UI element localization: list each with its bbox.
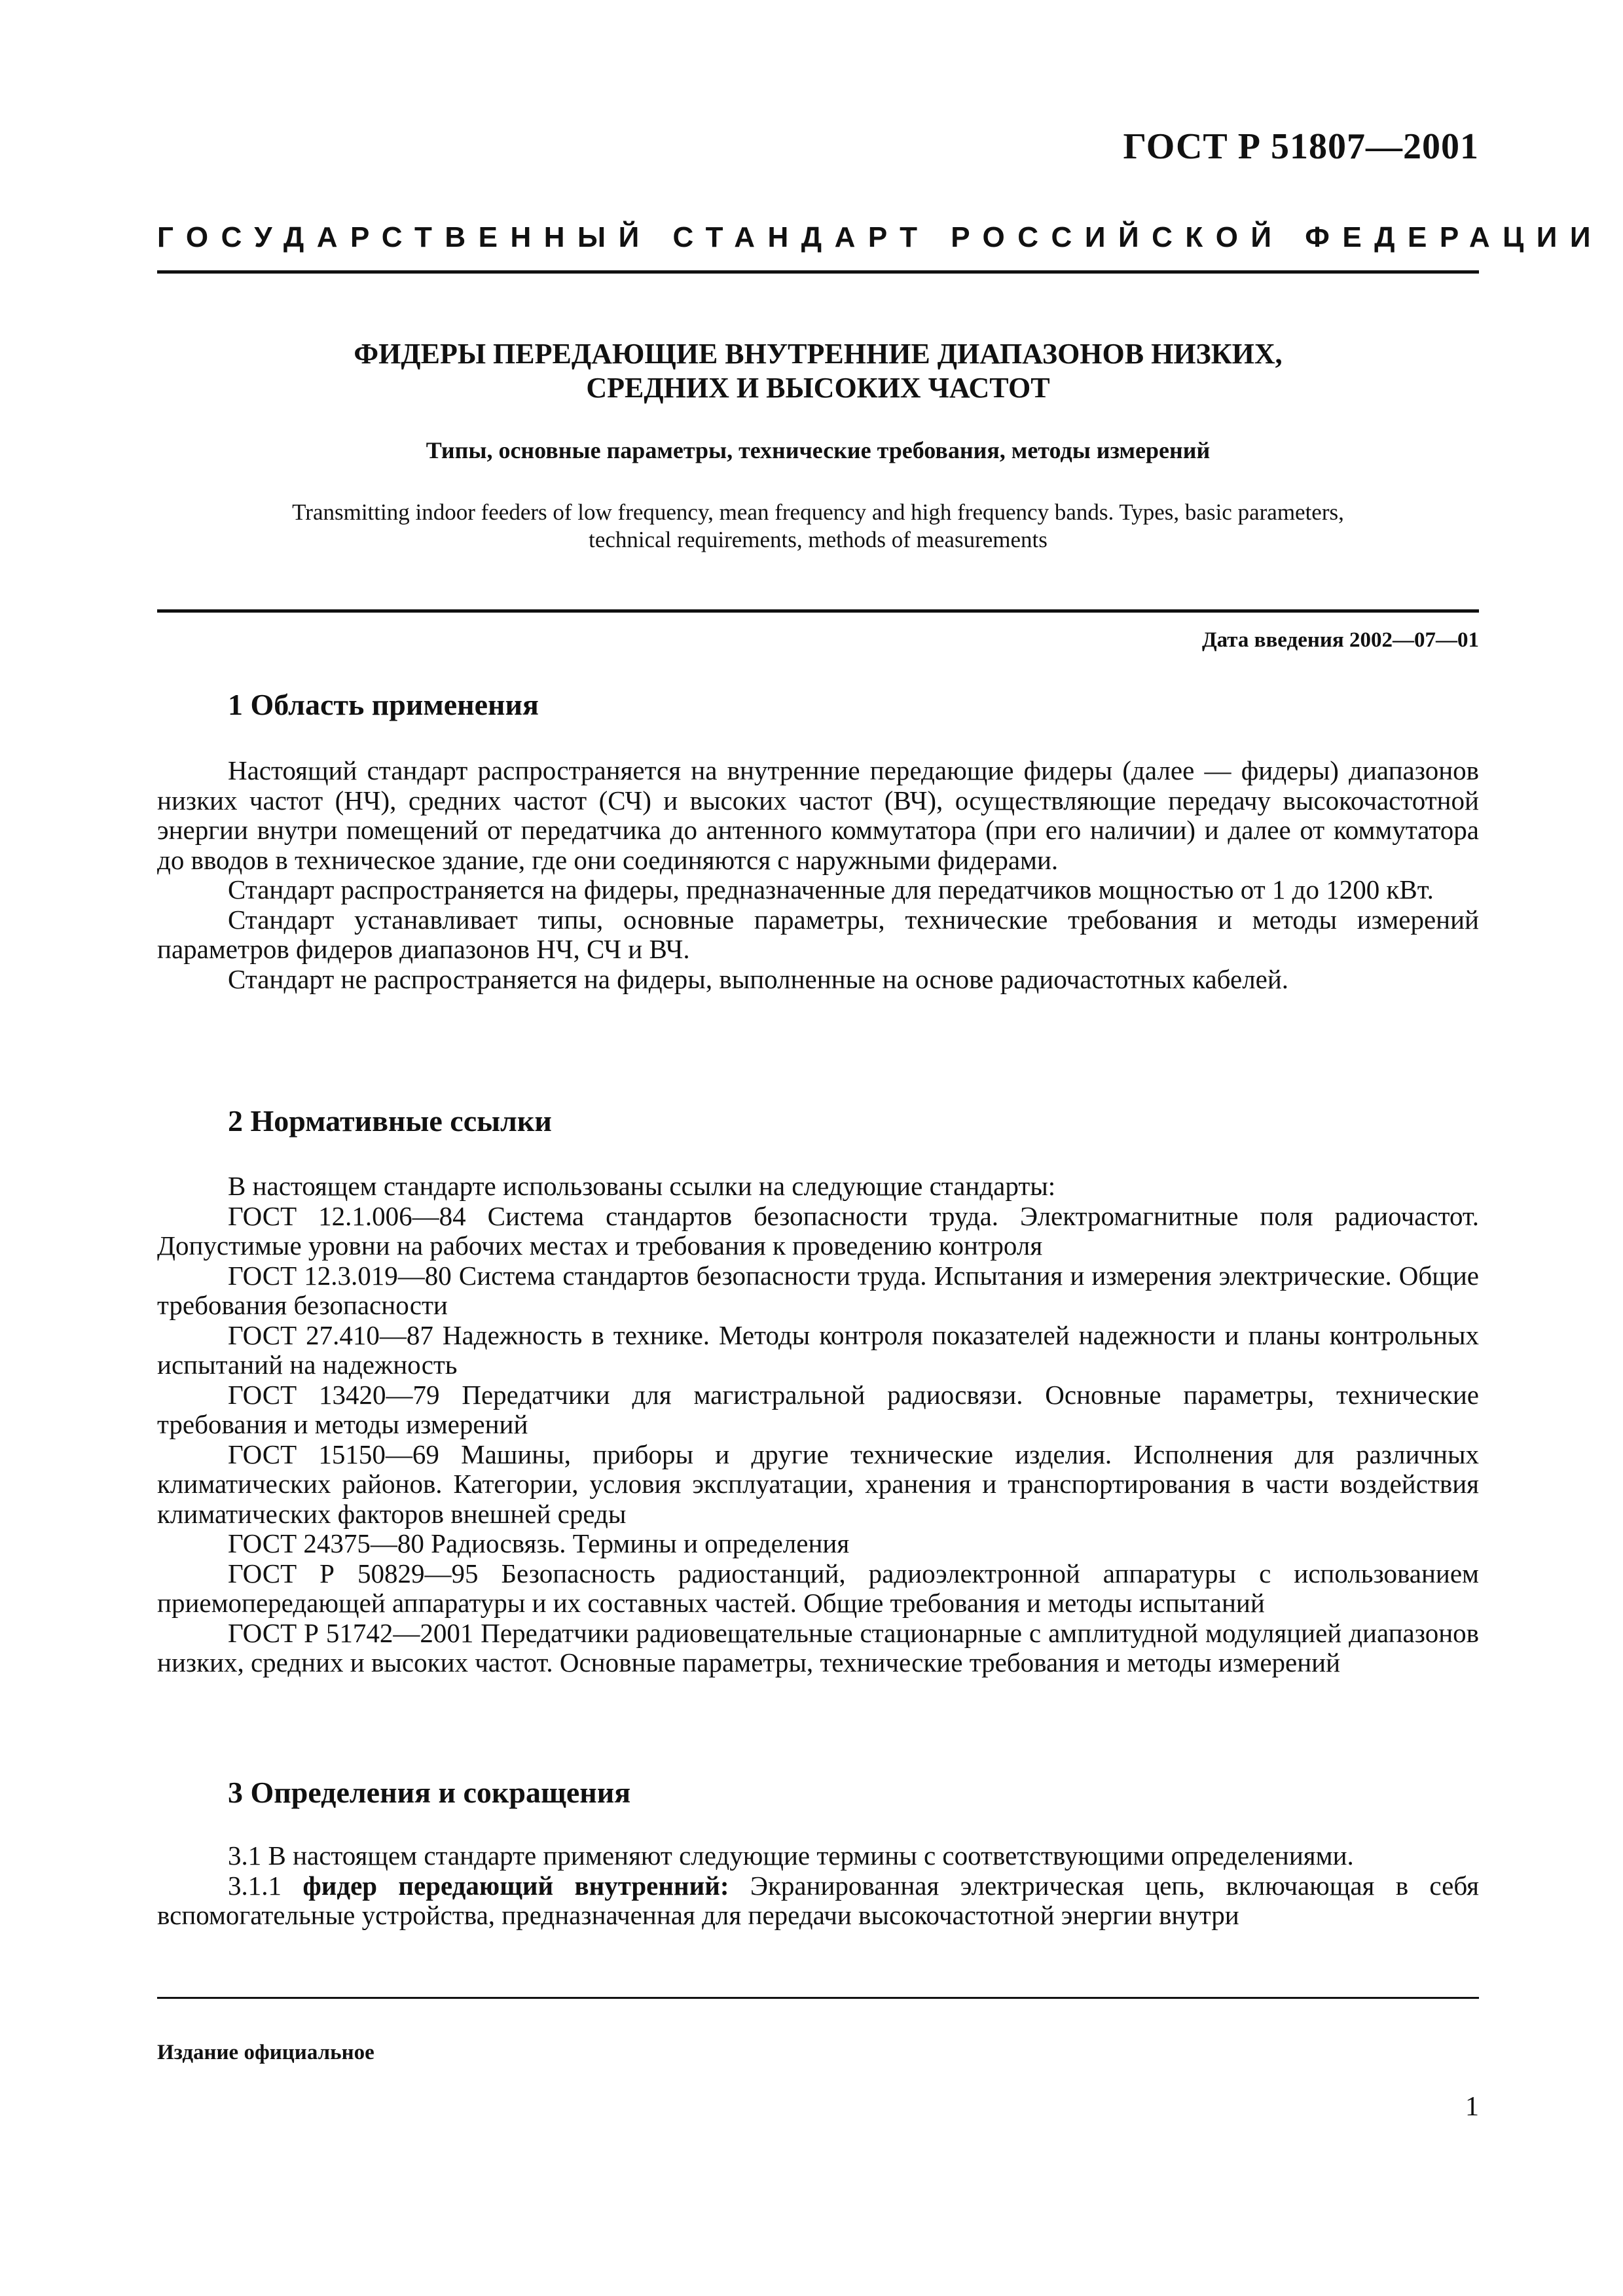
reference-item: ГОСТ Р 50829—95 Безопасность радиостанций, радиоэлектронной аппаратуры с использованием приемопередающей аппаратуры и их составных частей. Общие требования и методы испытаний bbox=[157, 1558, 1479, 1618]
document-subtitle: Типы, основные параметры, технические требования, методы измерений bbox=[426, 437, 1211, 463]
title-rule bbox=[157, 609, 1479, 613]
title-line-2: СРЕДНИХ И ВЫСОКИХ ЧАСТОТ bbox=[586, 372, 1050, 404]
reference-item: ГОСТ 15150—69 Машины, приборы и другие технические изделия. Исполнения для различных климатических районов. Категории, условия эксплуатации, хранения и транспортирования в части воздействия климатических факторов внешней среды bbox=[157, 1439, 1479, 1529]
title-line-1: ФИДЕРЫ ПЕРЕДАЮЩИЕ ВНУТРЕННИЕ ДИАПАЗОНОВ НИЗКИХ, bbox=[354, 338, 1283, 370]
reference-item: ГОСТ 24375—80 Радиосвязь. Термины и определения bbox=[228, 1528, 850, 1558]
paragraph: Стандарт не распространяется на фидеры, выполненные на основе радиочастотных кабелей. bbox=[228, 963, 1289, 994]
english-title bbox=[157, 499, 1479, 554]
paragraph: Стандарт устанавливает типы, основные параметры, технические требования и методы измерений параметров фидеров диапазонов НЧ, СЧ и ВЧ. bbox=[157, 904, 1479, 964]
footer-rule bbox=[157, 1997, 1479, 1999]
definition-number: 3.1.1 bbox=[228, 1870, 282, 1901]
section-2-body bbox=[157, 1172, 1479, 1678]
state-standard-banner: ГОСУДАРСТВЕННЫЙ СТАНДАРТ РОССИЙСКОЙ ФЕДЕРАЦИИ bbox=[157, 221, 1604, 253]
definition-term: фидер передающий внутренний: bbox=[302, 1870, 729, 1901]
paragraph: Настоящий стандарт распространяется на внутренние передающие фидеры (далее — фидеры) диапазонов низких частот (НЧ), средних частот (СЧ) и высоких частот (ВЧ), осуществляющие передачу высокочастотной энергии внутри помещений от передатчика до антенного коммутатора (при его наличии) и далее от коммутатора до вводов в техническое здание, где они соединяются с наружными фидерами. bbox=[157, 755, 1479, 875]
paragraph: В настоящем стандарте использованы ссылки на следующие стандарты: bbox=[228, 1171, 1056, 1201]
reference-item: ГОСТ 13420—79 Передатчики для магистральной радиосвязи. Основные параметры, технические требования и методы измерений bbox=[157, 1379, 1479, 1439]
english-title-line-2: technical requirements, methods of measurements bbox=[589, 527, 1048, 552]
edition-label: Издание официальное bbox=[157, 2041, 374, 2064]
section-1-body bbox=[157, 756, 1479, 994]
reference-item: ГОСТ 27.410—87 Надежность в технике. Методы контроля показателей надежности и планы контрольных испытаний на надежность bbox=[157, 1319, 1479, 1380]
paragraph: Стандарт распространяется на фидеры, предназначенные для передатчиков мощностью от 1 до 1200 кВт. bbox=[228, 874, 1434, 905]
section-2-heading: 2 Нормативные ссылки bbox=[228, 1104, 552, 1138]
reference-item: ГОСТ Р 51742—2001 Передатчики радиовещательные стационарные с амплитудной модуляцией диапазонов низких, средних и высоких частот. Основные параметры, технические требования и методы измерений bbox=[157, 1617, 1479, 1677]
header-rule bbox=[157, 270, 1479, 274]
reference-item: ГОСТ 12.3.019—80 Система стандартов безопасности труда. Испытания и измерения электрические. Общие требования безопасности bbox=[157, 1260, 1479, 1320]
section-3-heading: 3 Определения и сокращения bbox=[228, 1776, 631, 1809]
paragraph: 3.1 В настоящем стандарте применяют следующие термины с соответствующими определениями. bbox=[228, 1840, 1354, 1871]
section-1-heading: 1 Область применения bbox=[228, 688, 539, 721]
reference-item: ГОСТ 12.1.006—84 Система стандартов безопасности труда. Электромагнитные поля радиочастот. Допустимые уровни на рабочих местах и требования к проведению контроля bbox=[157, 1200, 1479, 1261]
document-number: ГОСТ Р 51807—2001 bbox=[1123, 126, 1479, 167]
page-number: 1 bbox=[1465, 2092, 1479, 2122]
definition-text: Экранированная электрическая цепь, включающая в себя вспомогательные устройства, предназначенная для передачи высокочастотной энергии внутри bbox=[157, 1870, 1480, 1930]
english-title-line-1: Transmitting indoor feeders of low frequency, mean frequency and high frequency bands. Types, basic parameters, bbox=[292, 499, 1344, 525]
document-title bbox=[157, 337, 1479, 405]
introduction-date: Дата введения 2002—07—01 bbox=[1201, 628, 1479, 652]
definition-paragraph bbox=[157, 1871, 1479, 1931]
section-3-body bbox=[157, 1841, 1479, 1931]
